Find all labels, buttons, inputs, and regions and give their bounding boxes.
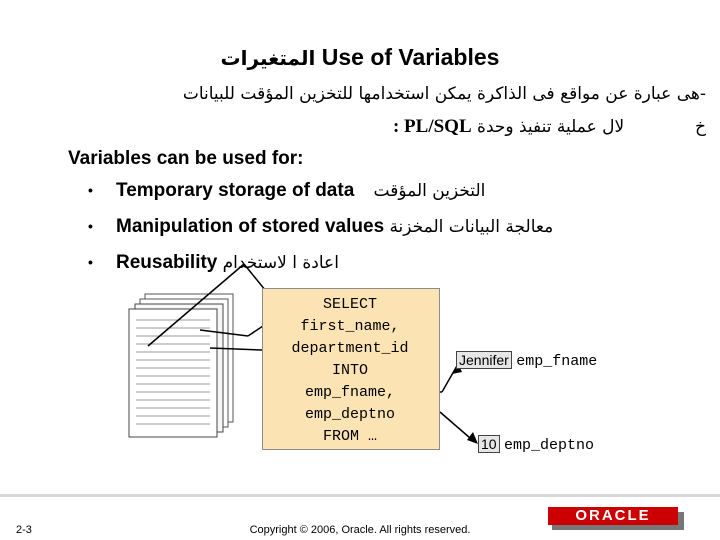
bullet-marker: • (88, 218, 93, 234)
code-line: emp_deptno (304, 406, 395, 423)
bullet-ar: اعادة ا لاستخدام (222, 253, 339, 273)
arabic-line2-lead: خ (695, 117, 706, 137)
bullet-ar: التخزين المؤقت (373, 181, 486, 201)
plsql-label: PL/SQL : (392, 116, 472, 137)
arrowhead-icon (467, 432, 478, 444)
bullet-en: Temporary storage of data (116, 180, 355, 201)
code-line: emp_fname, (304, 384, 395, 401)
bullet-marker: • (88, 182, 93, 198)
code-line: INTO (331, 362, 368, 379)
variable-name: emp_deptno (504, 437, 595, 454)
intro-text: Variables can be used for: (68, 148, 304, 169)
variable-value: 10 (478, 435, 500, 453)
code-line: department_id (291, 340, 409, 357)
variable-value: Jennifer (456, 351, 512, 369)
variable-emp-fname (456, 352, 597, 370)
code-line: FROM … (322, 428, 377, 445)
footer-divider (0, 494, 720, 497)
bullet-en: Reusability (116, 252, 218, 273)
code-line: first_name, (300, 318, 400, 335)
copyright-text: Copyright © 2006, Oracle. All rights reserved. (249, 524, 471, 536)
variable-emp-deptno (478, 436, 594, 454)
page-number: 2-3 (16, 524, 32, 536)
bullet-ar: معالجة البيانات المخزنة (389, 217, 554, 237)
title-english: Use of Variables (321, 44, 500, 70)
memory-stack-icon (129, 294, 233, 437)
arabic-description-line1: -هى عبارة عن مواقع فى الذاكرة يمكن استخدامها للتخزين المؤقت للبيانات (182, 84, 706, 104)
oracle-logo: ORACLE (548, 507, 678, 525)
bullet-en: Manipulation of stored values (116, 216, 385, 237)
bullet-marker: • (88, 254, 93, 270)
code-line: SELECT (322, 296, 377, 313)
title-arabic: المتغيرات (220, 46, 316, 70)
variable-name: emp_fname (516, 353, 598, 370)
arabic-line2-mid: لال عملية تنفيذ وحدة (477, 117, 625, 137)
